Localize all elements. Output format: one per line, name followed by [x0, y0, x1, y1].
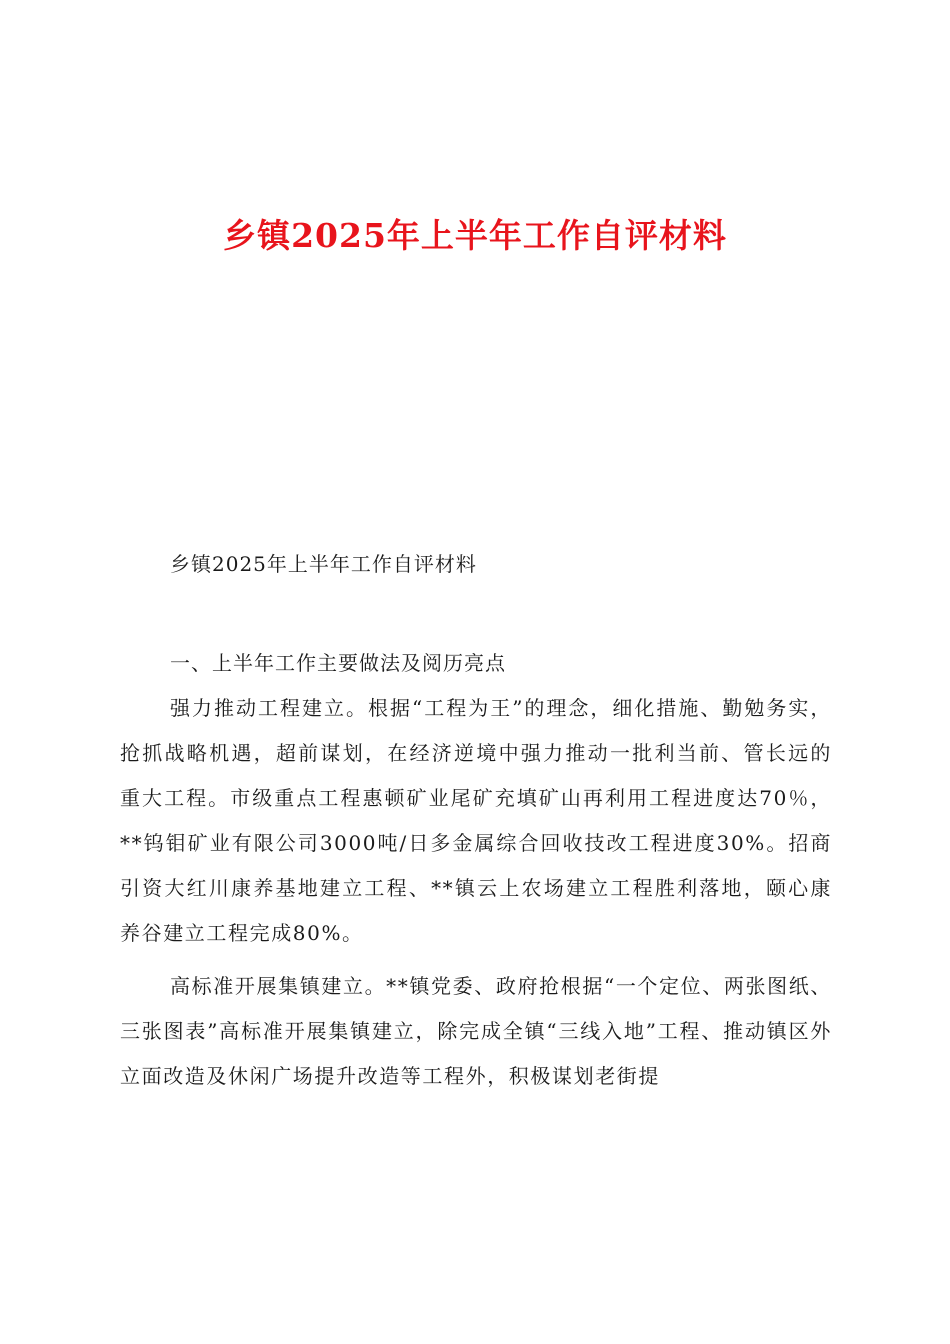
document-title: 乡镇2025年上半年工作自评材料	[223, 216, 727, 255]
paragraph-town-construction: 高标准开展集镇建立。**镇党委、政府抢根据“一个定位、两张图纸、三张图表”高标准开展集镇建立，除完成全镇“三线入地”工程、推动镇区外立面改造及休闲广场提升改造等工程外，积极谋划老街提	[120, 974, 832, 1088]
paragraph-project-construction: 强力推动工程建立。根据“工程为王”的理念，细化措施、勤勉务实，抢抓战略机遇，超前谋划，在经济逆境中强力推动一批利当前、管长远的重大工程。市级重点工程惠顿矿业尾矿充填矿山再利用工程进度达70％，**钨钼矿业有限公司3000吨/日多金属综合回收技改工程进度30%。招商引资大红川康养基地建立工程、**镇云上农场建立工程胜利落地，颐心康养谷建立工程完成80%。	[120, 696, 832, 945]
section-heading: 一、上半年工作主要做法及阅历亮点	[170, 651, 506, 675]
document-subtitle: 乡镇2025年上半年工作自评材料	[170, 552, 477, 576]
document-body	[120, 542, 832, 1099]
